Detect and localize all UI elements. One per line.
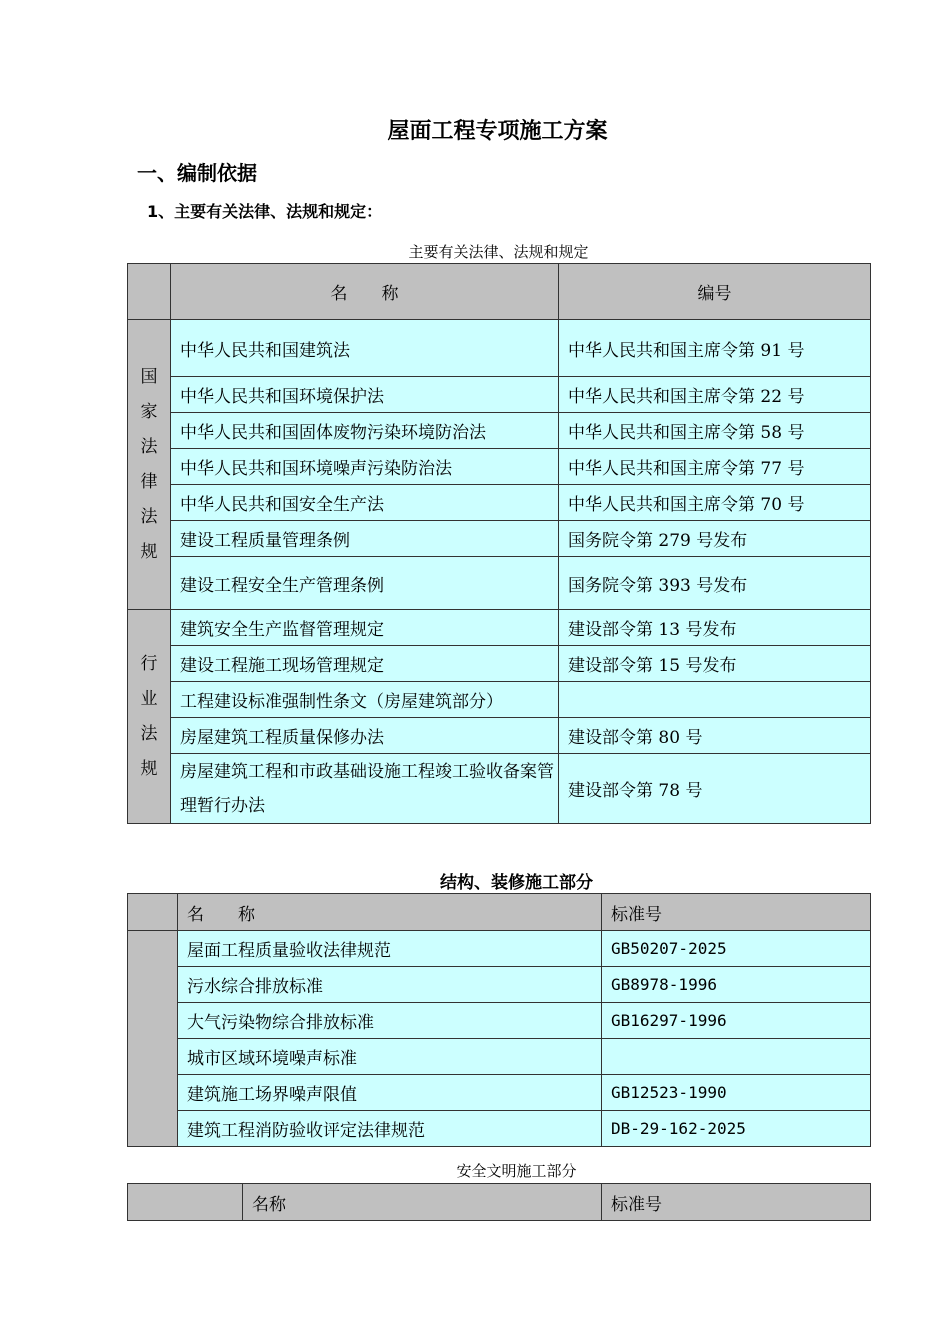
header-blank	[128, 264, 171, 320]
section-heading: 一、编制依据	[137, 161, 257, 185]
standard-code: GB50207-2025	[602, 931, 871, 967]
standard-code: GB8978-1996	[602, 967, 871, 1003]
law-name: 中华人民共和国安全生产法	[171, 485, 559, 521]
header-name: 名 称	[171, 264, 559, 320]
law-code	[559, 682, 871, 718]
law-code: 国务院令第 279 号发布	[559, 521, 871, 557]
law-name: 建筑安全生产监督管理规定	[171, 610, 559, 646]
standards-table	[127, 893, 871, 1147]
page-title: 屋面工程专项施工方案	[387, 119, 608, 144]
law-name: 工程建设标准强制性条文（房屋建筑部分）	[171, 682, 559, 718]
law-name: 建设工程施工现场管理规定	[171, 646, 559, 682]
standard-code: GB16297-1996	[602, 1003, 871, 1039]
group-national-label: 国 家 法 律 法 规	[128, 320, 171, 610]
header-blank	[128, 1184, 243, 1221]
standard-name: 城市区域环境噪声标准	[178, 1039, 602, 1075]
standard-name: 污水综合排放标准	[178, 967, 602, 1003]
header-name: 名 称	[178, 894, 602, 931]
law-name: 建设工程质量管理条例	[171, 521, 559, 557]
law-name: 中华人民共和国环境噪声污染防治法	[171, 449, 559, 485]
law-code: 中华人民共和国主席令第 58 号	[559, 413, 871, 449]
table1-caption: 主要有关法律、法规和规定	[408, 243, 589, 261]
standard-name: 建筑工程消防验收评定法律规范	[178, 1111, 602, 1147]
standard-name: 大气污染物综合排放标准	[178, 1003, 602, 1039]
law-code: 建设部令第 15 号发布	[559, 646, 871, 682]
standard-code: DB-29-162-2025	[602, 1111, 871, 1147]
law-code: 中华人民共和国主席令第 22 号	[559, 377, 871, 413]
header-blank	[128, 894, 178, 931]
law-name: 建设工程安全生产管理条例	[171, 557, 559, 610]
laws-table	[127, 263, 871, 824]
law-code: 中华人民共和国主席令第 91 号	[559, 320, 871, 377]
law-name: 中华人民共和国建筑法	[171, 320, 559, 377]
safety-table	[127, 1183, 871, 1221]
law-name: 中华人民共和国环境保护法	[171, 377, 559, 413]
header-code: 标准号	[602, 1184, 871, 1221]
law-code: 中华人民共和国主席令第 70 号	[559, 485, 871, 521]
law-name: 房屋建筑工程质量保修办法	[171, 718, 559, 754]
table2-caption: 结构、装修施工部分	[440, 873, 593, 893]
standard-code	[602, 1039, 871, 1075]
subsection-heading: 1、主要有关法律、法规和规定：	[147, 202, 383, 221]
header-name: 名称	[243, 1184, 602, 1221]
standard-name: 建筑施工场界噪声限值	[178, 1075, 602, 1111]
standard-name: 屋面工程质量验收法律规范	[178, 931, 602, 967]
law-code: 国务院令第 393 号发布	[559, 557, 871, 610]
header-code: 标准号	[602, 894, 871, 931]
table3-caption: 安全文明施工部分	[456, 1162, 577, 1180]
group-blank	[128, 931, 178, 1147]
law-code: 建设部令第 13 号发布	[559, 610, 871, 646]
standard-code: GB12523-1990	[602, 1075, 871, 1111]
header-code: 编号	[559, 264, 871, 320]
law-name: 中华人民共和国固体废物污染环境防治法	[171, 413, 559, 449]
group-industry-label: 行 业 法 规	[128, 610, 171, 824]
law-code: 建设部令第 78 号	[559, 754, 871, 824]
law-code: 建设部令第 80 号	[559, 718, 871, 754]
law-name: 房屋建筑工程和市政基础设施工程竣工验收备案管理暂行办法	[171, 754, 559, 824]
law-code: 中华人民共和国主席令第 77 号	[559, 449, 871, 485]
